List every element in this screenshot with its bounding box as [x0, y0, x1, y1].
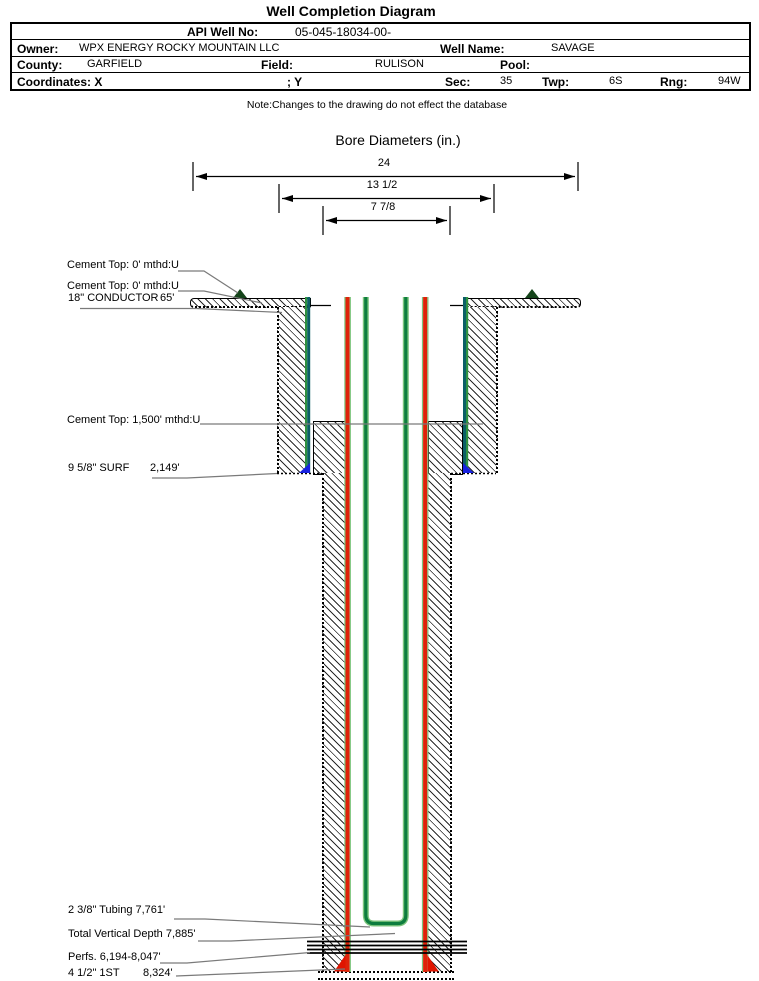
cement-top-0-label-1: Cement Top: 0' mthd:U: [67, 259, 179, 271]
table-row-coordinates: [12, 74, 749, 89]
page-title: Well Completion Diagram: [266, 3, 436, 19]
api-well-no-label: API Well No:: [187, 25, 259, 39]
dimension-lines: [193, 162, 578, 235]
dim-label-24: 24: [377, 157, 391, 169]
production-casing-label: 4 1/2" 1ST: [68, 967, 120, 979]
cement-top-marker-left: [233, 289, 247, 298]
dim-label-7-7-8: 7 7/8: [370, 201, 396, 213]
sec-label: Sec:: [445, 74, 471, 89]
pool-label: Pool:: [500, 58, 530, 72]
well-header-table: [10, 22, 751, 91]
surface-shoe-marker-left: [299, 463, 310, 473]
sec-value: 35: [500, 74, 513, 87]
well-name-value: SAVAGE: [551, 41, 595, 54]
tubing-string: [366, 297, 406, 924]
coordinates-label: Coordinates: X: [17, 74, 103, 89]
cement-top-0-label-2: Cement Top: 0' mthd:U: [67, 280, 179, 292]
total-vertical-depth-label: Total Vertical Depth 7,885': [68, 928, 196, 940]
twp-label: Twp:: [542, 74, 570, 89]
dim-label-13-1-2: 13 1/2: [366, 179, 398, 191]
bore-diameters-title: Bore Diameters (in.): [335, 132, 461, 148]
production-casing-depth: 8,324': [143, 967, 173, 979]
county-label: County:: [17, 58, 63, 72]
tubing-label: 2 3/8" Tubing 7,761': [68, 904, 166, 916]
cement-top-1500-label: Cement Top: 1,500' mthd:U: [67, 414, 201, 426]
conductor-label: 18" CONDUCTOR: [68, 292, 159, 304]
api-well-no-value: 05-045-18034-00-: [295, 25, 392, 39]
cement-top-marker-right: [525, 289, 539, 298]
table-row-county: [12, 57, 749, 73]
rng-value: 94W: [718, 74, 741, 87]
database-note: Note:Changes to the drawing do not effect the database: [246, 99, 508, 111]
county-value: GARFIELD: [87, 58, 143, 70]
production-shoe-marker-right: [427, 955, 439, 972]
surface-shoe-marker-right: [463, 463, 474, 473]
surface-casing-depth: 2,149': [150, 462, 180, 474]
perfs-label: Perfs. 6,194-8,047': [68, 951, 161, 963]
field-label: Field:: [261, 58, 293, 72]
table-row-api: [12, 24, 749, 40]
table-row-owner: [12, 41, 749, 57]
coordinates-y-label: ; Y: [287, 74, 303, 89]
surface-casing-lines: [305, 297, 468, 473]
well-name-label: Well Name:: [440, 41, 505, 56]
perforation-lines: [307, 942, 467, 954]
owner-value: WPX ENERGY ROCKY MOUNTAIN LLC: [79, 41, 280, 54]
rng-label: Rng:: [660, 74, 688, 89]
field-value: RULISON: [375, 58, 424, 70]
owner-label: Owner:: [17, 41, 59, 56]
production-casing-lines: [344, 297, 428, 972]
twp-value: 6S: [609, 74, 623, 87]
surface-casing-label: 9 5/8" SURF: [68, 462, 130, 474]
conductor-depth: 65': [160, 292, 175, 304]
